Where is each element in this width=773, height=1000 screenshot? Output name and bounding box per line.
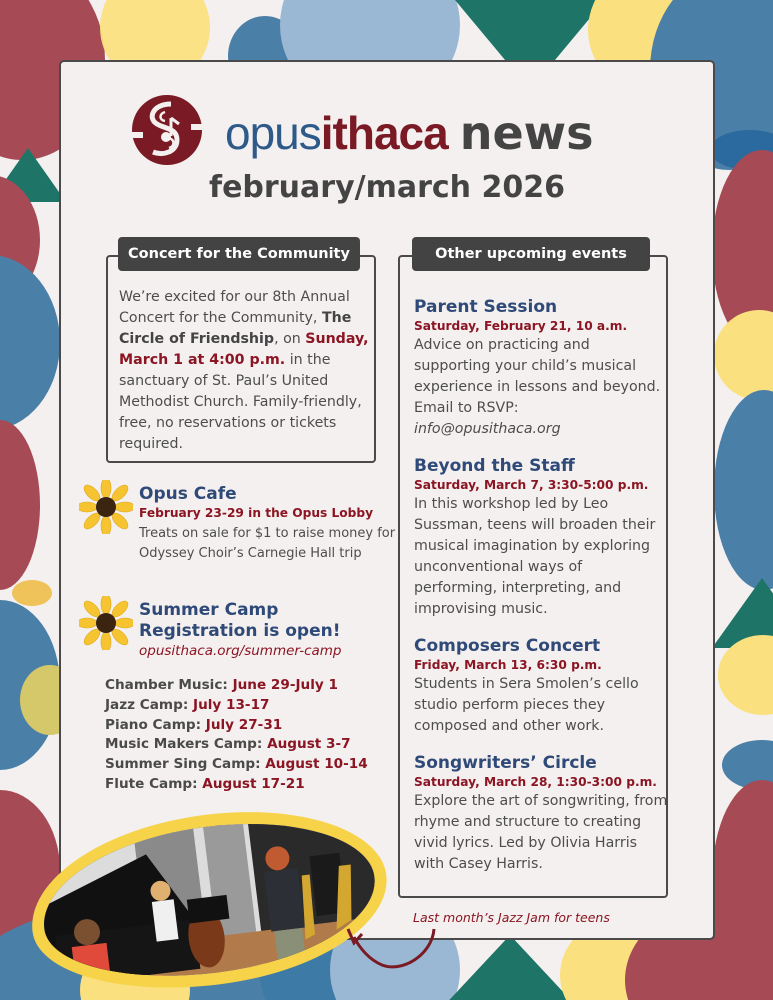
concert-text-part: in the sanctuary of St. Paul’s United Methodist Church. Family-friendly, free, no reservations or tickets required.: [119, 352, 362, 452]
camp-session: [105, 676, 405, 696]
sunflower-icon: [79, 480, 133, 534]
event-title: Beyond the Staff: [414, 456, 575, 476]
session-name: Flute Camp:: [105, 775, 203, 792]
event-desc: In this workshop led by Leo Sussman, teens will broaden their musical imagination by exploring unconventional ways of performing, interpreting, and improvising music.: [414, 496, 656, 617]
bg-shape: [0, 255, 60, 430]
events-label: Other upcoming events: [412, 237, 650, 271]
session-name: Music Makers Camp:: [105, 736, 268, 753]
photo-caption: Last month’s Jazz Jam for teens: [413, 910, 610, 925]
sunflower-icon: [79, 596, 133, 650]
concert-section: [106, 246, 376, 463]
session-dates: August 10-14: [265, 756, 368, 773]
session-name: Jazz Camp:: [105, 696, 194, 713]
camp-session: [105, 696, 405, 716]
bg-shape: [714, 390, 773, 590]
camp-session: [105, 735, 405, 755]
camp-link[interactable]: opusithaca.org/summer-camp: [139, 643, 342, 659]
event-desc: Advice on practicing and supporting your child’s musical experience in lessons and beyond. Email to RSVP:: [414, 337, 661, 416]
event-date: Saturday, March 7, 3:30-5:00 p.m.: [414, 478, 649, 492]
event-item: [414, 636, 668, 737]
summer-camp-section: [139, 600, 409, 661]
opus-ithaca-hands-note-logo-icon: [131, 94, 203, 166]
event-desc: Explore the art of songwriting, from rhyme and structure to creating vivid lyrics. Led by Olivia Harris with Casey Harris.: [414, 793, 668, 872]
brand-ithaca: ithaca: [320, 107, 448, 159]
session-name: Piano Camp:: [105, 716, 206, 733]
camp-title: Summer Camp Registration is open!: [139, 600, 341, 641]
session-dates: July 13-17: [193, 696, 270, 713]
concert-title: The Circle of Friendship: [119, 310, 352, 347]
bg-shape: [714, 310, 773, 400]
camp-session: [105, 716, 405, 736]
camp-session: [105, 755, 405, 775]
event-desc: Students in Sera Smolen’s cello studio perform pieces they composed and other work.: [414, 676, 639, 734]
event-title: Songwriters’ Circle: [414, 753, 597, 773]
brand-opus: opus: [225, 107, 321, 159]
concert-text-part: , on: [274, 331, 306, 347]
session-name: Summer Sing Camp:: [105, 756, 266, 773]
event-date: Saturday, February 21, 10 a.m.: [414, 319, 628, 333]
cafe-title: Opus Cafe: [139, 484, 237, 504]
opus-cafe-section: [139, 484, 399, 563]
session-dates: August 3-7: [267, 736, 351, 753]
event-item: [414, 753, 668, 875]
concert-when: Sunday, March 1 at 4:00 p.m.: [119, 331, 369, 368]
event-date: Friday, March 13, 6:30 p.m.: [414, 658, 602, 672]
session-dates: August 17-21: [202, 775, 305, 792]
session-dates: July 27-31: [205, 716, 283, 733]
bg-shape: [440, 935, 580, 1000]
camp-sessions-list: [105, 676, 405, 795]
concert-text-part: We’re excited for our 8th Annual Concert for the Community,: [119, 289, 350, 326]
concert-label: Concert for the Community: [118, 237, 360, 271]
bg-shape: [12, 580, 52, 606]
masthead: [131, 90, 651, 170]
curved-arrow-icon: [342, 925, 442, 975]
brand-news: news: [459, 106, 594, 160]
concert-text: [119, 287, 375, 455]
jazz-jam-photo: [30, 815, 388, 985]
issue-date: february/march 2026: [209, 170, 565, 205]
upcoming-events-section: [398, 246, 668, 898]
camp-session: [105, 775, 405, 795]
event-item: [414, 297, 668, 440]
newsletter-card: [59, 60, 715, 940]
brand-wordmark: [225, 108, 594, 158]
event-title: Parent Session: [414, 297, 558, 317]
cafe-desc: Treats on sale for $1 to raise money for Odyssey Choir’s Carnegie Hall trip: [139, 526, 396, 561]
event-email-link[interactable]: info@opusithaca.org: [414, 421, 561, 437]
cafe-date: February 23-29 in the Opus Lobby: [139, 506, 374, 520]
session-name: Chamber Music:: [105, 677, 233, 693]
session-dates: June 29-July 1: [232, 677, 338, 693]
event-item: [414, 456, 668, 620]
bg-shape: [0, 420, 40, 590]
event-title: Composers Concert: [414, 636, 601, 656]
event-date: Saturday, March 28, 1:30-3:00 p.m.: [414, 775, 657, 789]
